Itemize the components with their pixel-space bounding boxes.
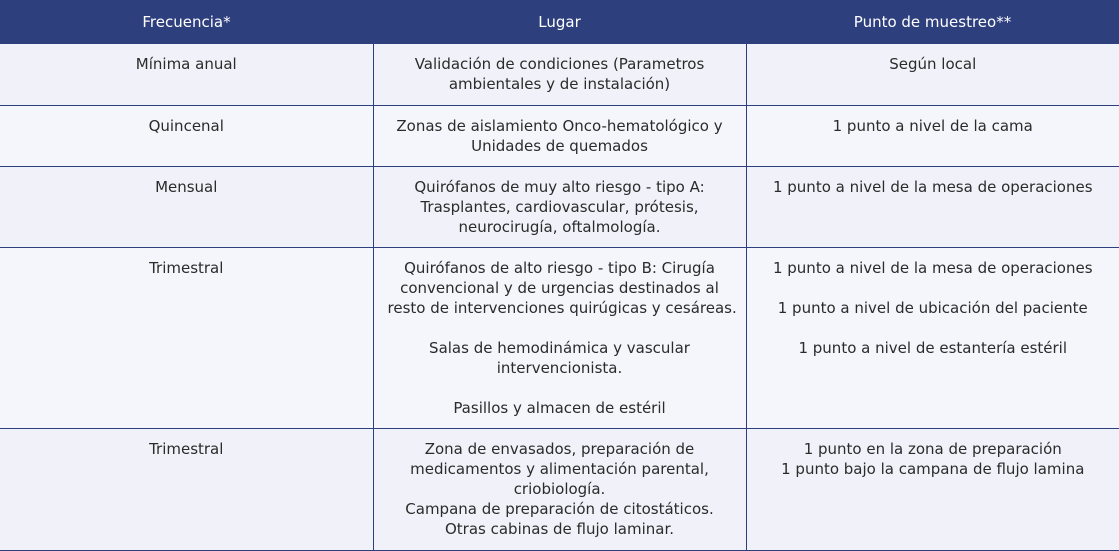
cell-line: Quirófanos de muy alto riesgo - tipo A: xyxy=(414,177,705,196)
cell-lugar xyxy=(373,105,746,166)
cell-frecuencia: Trimestral xyxy=(0,428,373,550)
table-row xyxy=(0,428,1119,550)
line-gap xyxy=(761,278,1106,298)
cell-line: ambientales y de instalación) xyxy=(448,75,671,93)
cell-line: Trasplantes, cardiovascular, prótesis, xyxy=(420,197,699,216)
cell-line: resto de intervenciones quirúgicas y cesáreas. xyxy=(387,298,737,317)
cell-line: 1 punto a nivel de la mesa de operaciones xyxy=(772,258,1093,277)
cell-frecuencia: Mínima anual xyxy=(0,44,373,105)
cell-line: 1 punto bajo la campana de flujo lamina xyxy=(781,459,1085,478)
cell-line: Unidades de quemados xyxy=(471,136,648,155)
line-gap xyxy=(388,318,732,338)
cell-line: Zona de envasados, preparación de xyxy=(424,439,695,458)
cell-line: 1 punto a nivel de la cama xyxy=(832,116,1033,135)
cell-frecuencia: Quincenal xyxy=(0,105,373,166)
cell-lugar xyxy=(373,166,746,247)
table-row xyxy=(0,166,1119,247)
table-row xyxy=(0,247,1119,428)
cell-line: Campana de preparación de citostáticos. xyxy=(405,499,714,518)
cell-lugar xyxy=(373,428,746,550)
cell-line: 1 punto a nivel de estantería estéril xyxy=(798,338,1068,357)
table-row xyxy=(0,44,1119,105)
cell-line: medicamentos y alimentación parental, xyxy=(410,459,709,478)
cell-line: convencional y de urgencias destinados al xyxy=(400,278,719,297)
cell-punto xyxy=(746,166,1119,247)
cell-punto xyxy=(746,247,1119,428)
cell-line: Salas de hemodinámica y vascular xyxy=(429,338,690,357)
cell-lugar xyxy=(373,247,746,428)
cell-line: Otras cabinas de flujo laminar. xyxy=(444,519,675,538)
table-row xyxy=(0,105,1119,166)
cell-line: 1 punto en la zona de preparación xyxy=(803,439,1062,458)
cell-punto xyxy=(746,105,1119,166)
header-frecuencia: Frecuencia* xyxy=(0,0,373,44)
table-header xyxy=(0,0,1119,44)
line-gap xyxy=(761,318,1106,338)
cell-line: Validación de condiciones (Parametros xyxy=(414,55,705,73)
line-gap xyxy=(388,378,732,398)
header-punto-muestreo: Punto de muestreo** xyxy=(746,0,1119,44)
cell-line: Quirófanos de alto riesgo - tipo B: Cirugía xyxy=(404,258,715,277)
cell-lugar xyxy=(373,44,746,105)
cell-line: Pasillos y almacen de estéril xyxy=(453,398,666,417)
cell-line: intervencionista. xyxy=(496,358,623,377)
cell-line: 1 punto a nivel de la mesa de operaciones xyxy=(772,177,1093,196)
cell-line: Según local xyxy=(889,55,977,73)
table-body xyxy=(0,44,1119,550)
cell-frecuencia: Mensual xyxy=(0,166,373,247)
header-lugar: Lugar xyxy=(373,0,746,44)
cell-punto xyxy=(746,44,1119,105)
cell-line: Zonas de aislamiento Onco-hematológico y xyxy=(396,116,723,135)
cell-punto xyxy=(746,428,1119,550)
cell-line: 1 punto a nivel de ubicación del paciente xyxy=(777,298,1088,317)
cell-line: criobiología. xyxy=(513,479,606,498)
cell-line: neurocirugía, oftalmología. xyxy=(458,217,661,236)
cell-frecuencia: Trimestral xyxy=(0,247,373,428)
